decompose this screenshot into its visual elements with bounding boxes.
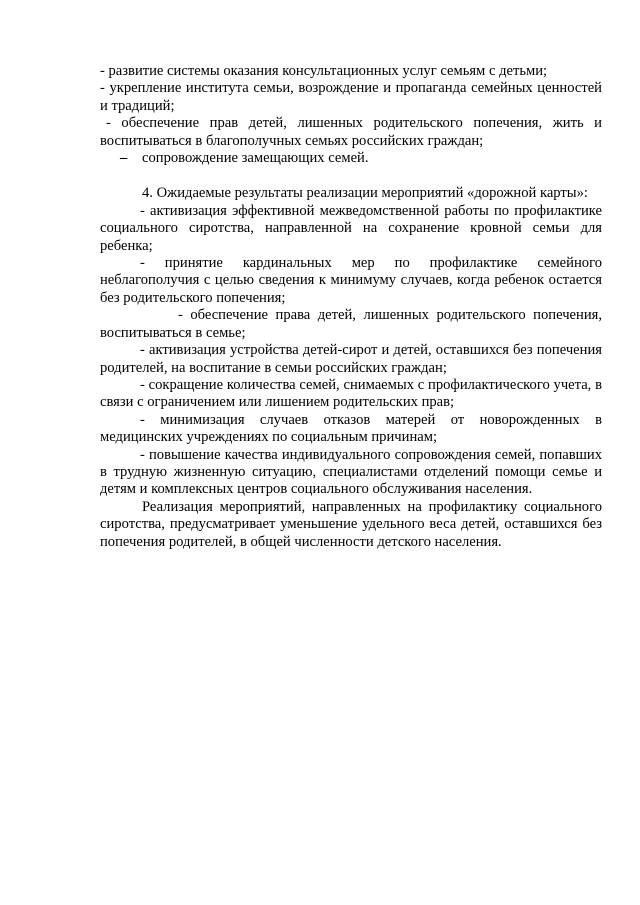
document-body xyxy=(100,63,602,551)
intro-item: - обеспечение прав детей, лишенных родительского попечения, жить и воспитываться в благополучных семьях российских граждан; xyxy=(100,115,602,149)
result-item: - принятие кардинальных мер по профилактике семейного неблагополучия с целью сведения к минимуму случаев, когда ребенок остается без родительского попечения; xyxy=(100,255,602,306)
section-heading: 4. Ожидаемые результаты реализации мероприятий «дорожной карты»: xyxy=(142,185,588,202)
intro-item: - укрепление института семьи, возрождение и пропаганда семейных ценностей и традиций; xyxy=(100,80,602,114)
intro-item xyxy=(100,150,602,167)
result-item: - повышение качества индивидуального сопровождения семей, попавших в трудную жизненную ситуацию, специалистами отделений помощи семье и детям и комплексных центров социального обслуживания населения. xyxy=(100,446,602,498)
dash-marker: – xyxy=(120,150,128,167)
conclusion-paragraph: Реализация мероприятий, направленных на профилактику социального сиротства, предусматривает уменьшение удельного веса детей, оставшихся без попечения родителей, в общей численности детского населения. xyxy=(100,498,602,550)
intro-item-text: сопровождение замещающих семей. xyxy=(142,150,369,167)
result-item: - обеспечение права детей, лишенных родительского попечения, воспитываться в семье; xyxy=(100,307,602,341)
paragraph-gap xyxy=(100,167,602,185)
intro-item: - развитие системы оказания консультационных услуг семьям с детьми; xyxy=(100,63,548,79)
result-item: - активизация эффективной межведомственной работы по профилактике социального сиротства, направленной на сохранение кровной семьи для ребенка; xyxy=(100,202,602,254)
result-item: - активизация устройства детей-сирот и детей, оставшихся без попечения родителей, на воспитание в семьи российских граждан; xyxy=(100,342,602,376)
result-item: - минимизация случаев отказов матерей от новорожденных в медицинских учреждениях по социальным причинам; xyxy=(100,411,602,446)
result-item: - сокращение количества семей, снимаемых с профилактического учета, в связи с ограничением или лишением родительских прав; xyxy=(100,376,602,411)
